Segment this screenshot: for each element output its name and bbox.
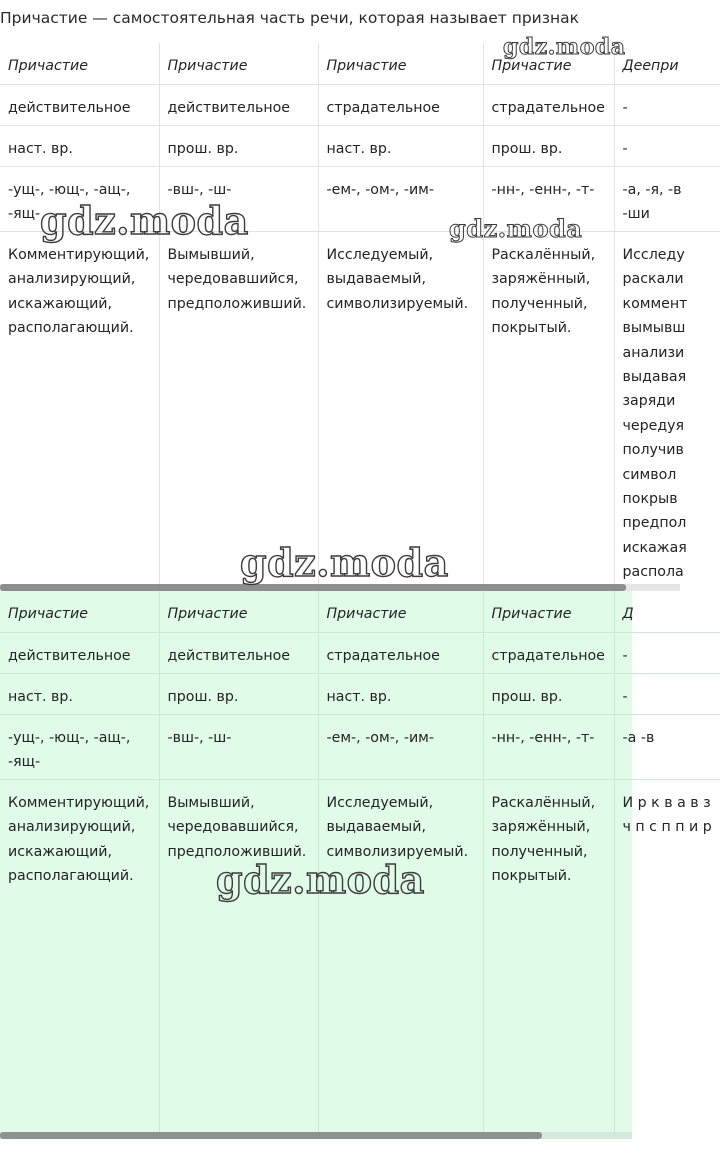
table-cell: -ущ-, -ющ-, -ащ-, -ящ- [0,715,159,780]
table-cell: прош. вр. [483,126,614,167]
participle-table-2 [0,591,720,1136]
table-row [0,780,720,1137]
table-cell: - [614,126,720,167]
table-row [0,167,720,232]
table-cell: -ем-, -ом-, -им- [318,715,483,780]
table-cell: -а, -я, -в -ши [614,167,720,232]
table-header-cell: Причастие [8,58,88,74]
table-cell: Вымывший, чередовавшийся, предположивший. [159,232,318,589]
table-row [0,715,720,780]
table-cell: наст. вр. [318,126,483,167]
table-cell: страдательное [483,85,614,126]
table-cell: -ущ-, -ющ-, -ащ-, -ящ- [0,167,159,232]
participle-table-1 [0,43,720,588]
table-row [0,591,720,633]
horizontal-scrollbar-thumb-1[interactable] [0,584,626,591]
table-row [0,232,720,589]
table-cell: наст. вр. [0,126,159,167]
table-cell: Исследуемый, выдаваемый, символизируемый. [318,232,483,589]
table-cell: прош. вр. [159,674,318,715]
table-cell: -нн-, -енн-, -т- [483,167,614,232]
table-cell: Комментирующий, анализирующий, искажающий, располагающий. [0,780,159,1137]
table-cell: действительное [159,85,318,126]
table-cell: Исследу раскали коммент вымывш анализи выдавая заряди чередуя получив символ покрыв предпол искажая распола [614,232,720,589]
table-cell: наст. вр. [0,674,159,715]
table-header-cell: Д [614,591,720,633]
intro-text: Причастие — самостоятельная часть речи, которая называет признак [0,9,579,27]
table-cell: -вш-, -ш- [159,167,318,232]
table-cell: -а -в [614,715,720,780]
table-cell: страдательное [318,85,483,126]
table-cell: Раскалённый, заряжённый, полученный, покрытый. [483,232,614,589]
table-header-cell: Причастие [483,43,614,85]
table-cell: Вымывший, чередовавшийся, предположивший. [159,780,318,1137]
table-cell: И р к в а в з ч п с п п и р [614,780,720,1137]
table-row [0,43,720,85]
table-cell: Исследуемый, выдаваемый, символизируемый. [318,780,483,1137]
table-header-cell: Причастие [8,606,88,622]
table-cell: прош. вр. [483,674,614,715]
table-cell: страдательное [483,633,614,674]
table-cell: действительное [159,633,318,674]
table-cell: - [614,633,720,674]
table-cell: действительное [0,85,159,126]
table-scroll-area-2[interactable] [0,591,712,1132]
table-cell: действительное [0,633,159,674]
table-row [0,633,720,674]
table-cell: - [614,85,720,126]
table-header-cell: Причастие [159,591,318,633]
table-header-cell: Причастие [318,591,483,633]
table-row [0,85,720,126]
table-cell: прош. вр. [159,126,318,167]
table-cell: -нн-, -енн-, -т- [483,715,614,780]
table-cell: Раскалённый, заряжённый, полученный, покрытый. [483,780,614,1137]
table-cell: -ем-, -ом-, -им- [318,167,483,232]
table-header-cell: Причастие [318,43,483,85]
table-cell: Комментирующий, анализирующий, искажающий, располагающий. [0,232,159,589]
table-scroll-area-1[interactable] [0,43,688,584]
table-cell: наст. вр. [318,674,483,715]
table-header-cell: Причастие [159,43,318,85]
table-cell: - [614,674,720,715]
table-header-cell: Деепри [614,43,720,85]
table-row [0,126,720,167]
table-cell: -вш-, -ш- [159,715,318,780]
horizontal-scrollbar-thumb-2[interactable] [0,1132,542,1139]
table-header-cell: Причастие [483,591,614,633]
table-row [0,674,720,715]
table-cell: страдательное [318,633,483,674]
